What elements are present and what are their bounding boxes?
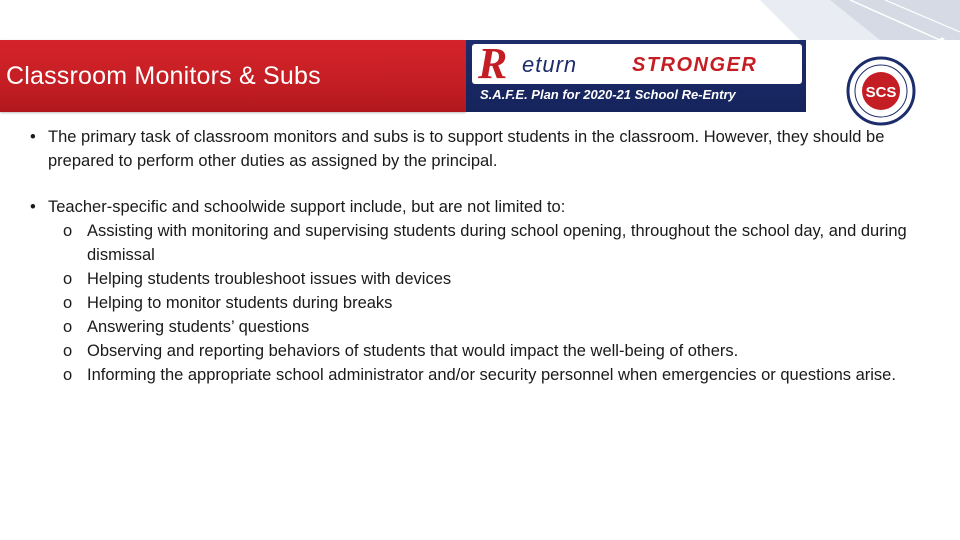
sub-bullet-marker: o xyxy=(63,270,73,288)
sub-bullet-marker: o xyxy=(63,294,73,312)
list-item xyxy=(63,315,930,339)
slide-body xyxy=(30,125,930,387)
corner-decoration xyxy=(680,0,960,40)
bullet-primary-task xyxy=(30,125,930,173)
list-item-text: Assisting with monitoring and supervising students during school opening, throughout the school day, and during dismissal xyxy=(87,222,907,264)
seal-initials: SCS xyxy=(865,84,897,101)
return-stronger-banner xyxy=(466,40,806,112)
district-seal-logo xyxy=(846,56,916,126)
list-item-text: Helping to monitor students during breaks xyxy=(87,294,393,312)
return-stronger-logo xyxy=(472,44,802,84)
list-item xyxy=(63,219,930,267)
sub-bullet-marker: o xyxy=(63,318,73,336)
title-bar xyxy=(0,40,466,112)
list-item xyxy=(63,291,930,315)
logo-word-return: eturn xyxy=(522,52,578,77)
list-item-text: Answering students’ questions xyxy=(87,318,310,336)
list-item-text: Helping students troubleshoot issues with devices xyxy=(87,270,452,288)
logo-word-stronger: STRONGER xyxy=(632,54,758,76)
slide-title: Classroom Monitors & Subs xyxy=(6,62,321,90)
list-item xyxy=(63,363,930,387)
sub-bullet-marker: o xyxy=(63,366,73,384)
list-item xyxy=(63,267,930,291)
sub-bullet-marker: o xyxy=(63,222,73,240)
bullet-marker: • xyxy=(30,198,36,216)
bullet-text: Teacher-specific and schoolwide support include, but are not limited to: xyxy=(48,198,566,216)
list-item-text: Informing the appropriate school administrator and/or security personnel when emergencies or questions arise. xyxy=(87,366,896,384)
bullet-support-duties xyxy=(30,195,930,219)
bullet-marker: • xyxy=(30,128,36,146)
sub-bullet-marker: o xyxy=(63,342,73,360)
logo-r-glyph: R xyxy=(478,44,508,84)
support-duties-list xyxy=(30,219,930,387)
list-item-text: Observing and reporting behaviors of students that would impact the well-being of others. xyxy=(87,342,739,360)
bullet-text: The primary task of classroom monitors and subs is to support students in the classroom. However, they should be prepared to perform other duties as assigned by the principal. xyxy=(48,128,885,170)
list-item xyxy=(63,339,930,363)
banner-subtitle: S.A.F.E. Plan for 2020-21 School Re-Entry xyxy=(480,87,736,102)
